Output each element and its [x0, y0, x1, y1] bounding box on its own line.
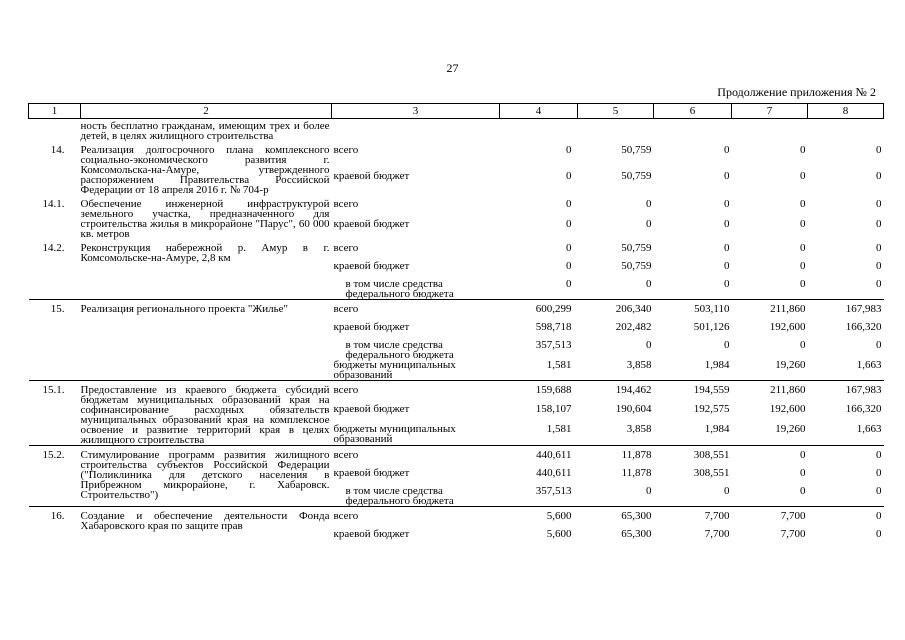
row-name: Реализация регионального проекта "Жилье": [81, 300, 332, 381]
value-cell-col7: 7,700: [780, 528, 806, 540]
table-row: [29, 507, 884, 530]
funding-category: краевой бюджет: [333, 403, 410, 416]
value-cell-col4: 0: [566, 278, 572, 290]
table-row: [29, 381, 884, 405]
funding-category: всего: [333, 198, 359, 210]
row-number: 15.: [29, 300, 81, 381]
value-cell-col5: 190,604: [615, 403, 652, 416]
value-cell-col7: 0: [800, 218, 806, 231]
funding-category: в том числе средства федерального бюджета: [345, 485, 454, 507]
funding-category: краевой бюджет: [333, 467, 410, 479]
funding-category: всего: [332, 446, 500, 469]
value-cell-col5: 0: [646, 278, 652, 290]
value-cell-col4: 600,299: [500, 300, 578, 323]
value-cell-col7: 19,260: [775, 359, 806, 371]
funding-category: краевой бюджет: [333, 528, 410, 540]
value-cell-col8: 0: [876, 528, 882, 540]
value-cell-col4: 357,513: [535, 485, 572, 497]
value-cell-col6: 0: [724, 169, 730, 182]
value-cell-col7: 0: [800, 485, 806, 497]
value-cell-col4: 0: [566, 169, 572, 182]
funding-category: всего: [332, 381, 500, 405]
value-cell-col4: 440,611: [536, 467, 572, 479]
value-cell-col5: 0: [646, 198, 652, 210]
value-cell-col8: 0: [876, 260, 882, 272]
funding-category: бюджеты муниципальных образований: [333, 359, 456, 381]
table-row: [29, 141, 884, 171]
value-cell-col8: 0: [876, 218, 882, 231]
value-cell-col5: 11,878: [578, 446, 654, 469]
funding-category: всего: [333, 144, 359, 156]
value-cell-col8: 0: [808, 507, 884, 530]
col-header-7: 7: [732, 104, 808, 119]
value-cell-col6: 1,984: [704, 422, 730, 435]
value-cell-col8: 166,320: [845, 321, 882, 333]
page-number: 27: [446, 61, 459, 75]
value-cell-col4: 440,611: [500, 446, 578, 469]
row-number: 16.: [29, 507, 81, 548]
value-cell-col8: 0: [876, 198, 882, 210]
value-cell-col5: 194,462: [578, 381, 654, 405]
value-cell-col7: 0: [800, 242, 806, 254]
value-cell-col6: 501,126: [693, 321, 730, 333]
value-cell-col5: 0: [646, 339, 652, 351]
value-cell-col6: 308,551: [654, 446, 732, 469]
row-number: 14.2.: [42, 242, 65, 254]
value-cell-col8: 0: [876, 467, 882, 479]
value-cell-col7: 211,860: [732, 300, 808, 323]
value-cell-col4: 0: [566, 260, 572, 272]
value-cell-col8: 0: [876, 278, 882, 290]
value-cell-col6: 0: [724, 198, 730, 210]
continuation-label: Продолжение приложения № 2: [717, 85, 876, 99]
value-cell-col6: 0: [724, 260, 730, 272]
row-name: Стимулирование программ развития жилищного строительства субъектов Российской Федерации ("Поликлиника для детского населения в Прибрежном микрорайоне, г. Хабаровск. Строительство"): [81, 446, 332, 507]
value-cell-col6: 0: [724, 242, 730, 254]
value-cell-col8: 1,663: [856, 422, 882, 435]
value-cell-col5: 50,759: [621, 169, 652, 182]
row-name: Создание и обеспечение деятельности Фонда Хабаровского края по защите прав: [81, 507, 332, 548]
value-cell-col7: 19,260: [775, 422, 806, 435]
value-cell-col4: 5,600: [546, 528, 572, 540]
value-cell-col8: 1,663: [856, 359, 882, 371]
value-cell-col8: 166,320: [845, 403, 882, 416]
intro-text: ность бесплатно гражданам, имеющим трех и более детей, в целях жилищного строительства: [80, 120, 330, 142]
value-cell-col6: 0: [724, 485, 730, 497]
funding-category: бюджеты муниципальных образований: [333, 422, 456, 445]
value-cell-col4: 598,718: [535, 321, 572, 333]
value-cell-col8: 0: [808, 446, 884, 469]
value-cell-col4: 158,107: [535, 403, 572, 416]
value-cell-col5: 50,759: [621, 242, 652, 254]
value-cell-col4: 5,600: [500, 507, 578, 530]
row-number: 14.: [50, 144, 65, 156]
funding-category: всего: [333, 242, 359, 254]
value-cell-col6: 308,551: [693, 467, 730, 479]
value-cell-col4: 0: [566, 198, 572, 210]
col-header-1: 1: [29, 104, 81, 119]
value-cell-col4: 0: [566, 144, 572, 156]
value-cell-col8: 167,983: [808, 381, 884, 405]
value-cell-col5: 11,878: [621, 467, 652, 479]
funding-category: всего: [332, 507, 500, 530]
table-row: [29, 195, 884, 219]
value-cell-col4: 0: [566, 218, 572, 231]
value-cell-col4: 357,513: [535, 339, 572, 351]
value-cell-col7: 192,600: [769, 321, 806, 333]
value-cell-col5: 0: [646, 218, 652, 231]
value-cell-col4: 0: [566, 242, 572, 254]
value-cell-col6: 7,700: [654, 507, 732, 530]
value-cell-col8: 0: [876, 169, 882, 182]
value-cell-col5: 202,482: [615, 321, 652, 333]
col-header-3: 3: [332, 104, 500, 119]
value-cell-col8: 0: [876, 242, 882, 254]
budget-table: [28, 103, 884, 547]
value-cell-col8: 0: [876, 485, 882, 497]
funding-category: краевой бюджет: [333, 218, 410, 231]
funding-category: в том числе средства федерального бюджета: [345, 278, 454, 300]
value-cell-col4: 1,581: [546, 359, 572, 371]
value-cell-col6: 1,984: [704, 359, 730, 371]
value-cell-col5: 0: [646, 485, 652, 497]
funding-category: краевой бюджет: [333, 321, 410, 333]
funding-category: в том числе средства федерального бюджета: [345, 339, 454, 361]
value-cell-col6: 503,110: [654, 300, 732, 323]
col-header-8: 8: [808, 104, 884, 119]
value-cell-col4: 159,688: [500, 381, 578, 405]
value-cell-col5: 206,340: [578, 300, 654, 323]
funding-category: краевой бюджет: [333, 260, 410, 272]
value-cell-col7: 0: [800, 198, 806, 210]
value-cell-col8: 167,983: [808, 300, 884, 323]
value-cell-col7: 211,860: [732, 381, 808, 405]
value-cell-col6: 7,700: [704, 528, 730, 540]
value-cell-col7: 0: [800, 467, 806, 479]
row-number: 14.1.: [42, 198, 65, 210]
intro-row: [29, 119, 884, 142]
value-cell-col7: 0: [800, 278, 806, 290]
value-cell-col7: 7,700: [732, 507, 808, 530]
value-cell-col8: 0: [876, 339, 882, 351]
value-cell-col7: 0: [800, 339, 806, 351]
value-cell-col7: 0: [800, 144, 806, 156]
value-cell-col5: 3,858: [626, 359, 652, 371]
value-cell-col6: 194,559: [654, 381, 732, 405]
value-cell-col6: 0: [724, 339, 730, 351]
col-header-6: 6: [654, 104, 732, 119]
value-cell-col6: 0: [724, 218, 730, 231]
funding-category: всего: [332, 300, 500, 323]
value-cell-col6: 0: [724, 144, 730, 156]
table-row: [29, 446, 884, 469]
value-cell-col5: 50,759: [621, 260, 652, 272]
value-cell-col8: 0: [876, 144, 882, 156]
row-name: Реализация долгосрочного плана комплексного социально-экономического развития г. Комсомольска-на-Амуре, утвержденного распоряжением Правительства Российской Федерации от 18 апреля 2016 г. № 704-р: [80, 144, 330, 196]
row-number: 15.1.: [29, 381, 81, 446]
value-cell-col5: 65,300: [621, 528, 652, 540]
header-row: [29, 104, 884, 119]
row-number: 15.2.: [29, 446, 81, 507]
value-cell-col7: 192,600: [769, 403, 806, 416]
value-cell-col4: 1,581: [546, 422, 572, 435]
col-header-4: 4: [500, 104, 578, 119]
value-cell-col6: 0: [724, 278, 730, 290]
table-row: [29, 300, 884, 323]
row-name: Обеспечение инженерной инфраструктурой земельного участка, предназначенного для строительства жилья в микрорайоне "Парус", 60 000 кв. метров: [80, 198, 330, 240]
table-row: [29, 239, 884, 261]
value-cell-col5: 65,300: [578, 507, 654, 530]
value-cell-col5: 3,858: [626, 422, 652, 435]
col-header-5: 5: [578, 104, 654, 119]
row-name: Предоставление из краевого бюджета субсидий бюджетам муниципальных образований края на софинансирование расходных обязательств муниципальных образований края на комплексное освоение и развитие территорий края в целях жилищного строительства: [81, 381, 332, 446]
value-cell-col7: 0: [732, 446, 808, 469]
value-cell-col7: 0: [800, 169, 806, 182]
funding-category: краевой бюджет: [333, 169, 410, 182]
col-header-2: 2: [81, 104, 332, 119]
value-cell-col5: 50,759: [621, 144, 652, 156]
value-cell-col7: 0: [800, 260, 806, 272]
row-name: Реконструкция набережной р. Амур в г. Комсомольске-на-Амуре, 2,8 км: [80, 242, 330, 264]
value-cell-col6: 192,575: [693, 403, 730, 416]
